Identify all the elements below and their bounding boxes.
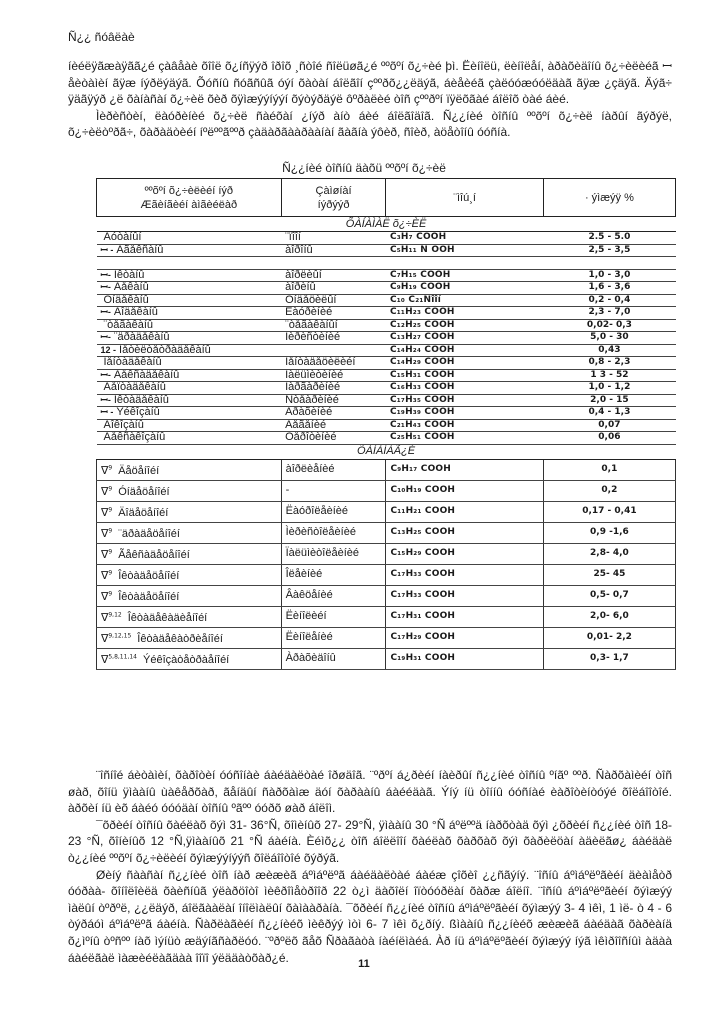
table-row — [97, 564, 676, 585]
amount-cell: 0,3- 1,7 — [543, 648, 675, 669]
row-prefix: 12 - — [100, 344, 117, 355]
systematic-name: Ãåêñàêîçàíû — [103, 431, 166, 444]
common-name-cell: Ëàóðèíèé — [281, 307, 386, 320]
amount-cell: 1,6 - 3,6 — [543, 282, 675, 295]
table-row — [97, 369, 676, 382]
formula-cell — [386, 257, 543, 270]
common-name-cell: - — [281, 480, 386, 501]
systematic-name: Ýéêîçàíû — [116, 406, 160, 419]
amount-cell: 0,8 - 2,3 — [543, 357, 675, 370]
row-prefix: ꟷ- — [100, 282, 111, 293]
body-paragraph: Øèíý ñààñàí ñ¿¿íèé òîñ íàð æèæèã áºìáºëºã áàéäàëòàé áàéæ çîõèî ¿¿ñãýíý. ¨îñíû áºìáºëºãèéí äèàìåòð óóðàà- õîíîëîèëä õàèñíûã ýëàðöîòî ìèêðîìåòðîîð 22 ò¿ì äàõîëí îïòóóðëàí õàðæ áîëíî. ¨îñíû áºìáºëºãèéí õýìæýý ìàëûí òºðºë, ¿¿ëäýð, áîëãààëàí îíîëìàëûí õàìààðàíà. ¯õðèéí ñ¿¿íèé òîñíû áºìáºëºãèéí õýìæýý 3- 4 ìêì, 1 ìë- ò 4 - 6 òýðáóì áºìáºëºã áàéíà. Ñàðëàãèéí ñ¿¿íèéõ ìèêðýý ìòì 6- 7 ìêì õ¿ðíý. ßìààíû ñ¿¿íèéõ æèæèã áàéäàã õàðèàíä õ¿ìºíû òºñºº íàõ ìýíüò æäýíãñàðëóó. ¨ºðºëõ ãåõ Ñðàãàòà íàéíëìàéá. Àð íü áºìáºëºãèéí õýìæýý íýã ìêìðîîñíûì àäàà áàéëãàë ìàæèéëàãäàà îîïî ýëääàòõàð¿é. — [68, 867, 672, 965]
systematic-name: Îêòàäåöåíîéí — [118, 590, 180, 603]
bond-position: 9 — [108, 569, 113, 577]
systematic-name-cell — [97, 307, 282, 320]
common-name-cell: Ëèíîëèéí — [281, 606, 386, 627]
systematic-name-cell — [97, 294, 282, 307]
common-name-cell: Ñòåàðèíèé — [281, 394, 386, 407]
bond-position: 9,12 — [108, 611, 122, 619]
bond-position: 9 — [108, 485, 113, 493]
systematic-name: Ãåêñàäåêàíû — [113, 369, 180, 381]
systematic-name: Óíäåöåíîéí — [118, 485, 170, 498]
common-name-cell: àîðëèåíèé — [281, 459, 386, 480]
table-row — [97, 232, 676, 245]
amount-cell — [543, 257, 675, 270]
common-name-cell: Öåðîòèíèé — [281, 432, 386, 445]
row-prefix: ꟷ- — [100, 332, 111, 343]
header-systematic-name — [97, 179, 282, 217]
formula-cell: C₁₇H₃₃ COOH — [386, 585, 543, 606]
amount-cell: 2.5 - 5.0 — [543, 232, 675, 245]
table-row — [97, 606, 676, 627]
systematic-name-cell — [97, 585, 282, 606]
amount-cell: 1 3 - 52 — [543, 369, 675, 382]
systematic-name: ¨äðàäåêàíû — [113, 331, 170, 344]
intro-paragraph-part: íèéëÿãæàÿãã¿é çàâåàè õîîë õ¿íñÿýð îðîõ ¸ñòîé ñîëüøã¿é ººõºí õ¿÷èé þì. Ëèíîëü, ëèíîëåí, àðàõèäîíû õ¿÷èëèéã ꟷ åèòàìèí ãÿæ íýðëýäýã. Õóñíû ñóãñûã óýí õàòàí áîëãîí çººðõ¿¿ëäýã, áèåèéã çàëóóæóóëäàã ãÿæ ¿çäýã. Äýã÷ ÿäãÿýð ¿ë õàíàñàí õ¿÷èë õèð õÿìæýýíýýí õýòýðäýë ôºðàëèé òîñ çººðºí ïÿëõãàé áîëîõ òàé áèé. — [68, 59, 672, 107]
common-name-cell: ¨ïîîí — [281, 232, 386, 245]
systematic-name-cell — [97, 257, 282, 270]
formula-cell: C₁₉H₃₉ COOH — [386, 407, 543, 420]
systematic-name-cell — [97, 564, 282, 585]
formula-cell: C₃H₇ COOH — [386, 232, 543, 245]
systematic-name-cell — [97, 394, 282, 407]
bond-position: 9 — [108, 464, 113, 472]
row-prefix: ꟷ- — [100, 394, 111, 405]
systematic-name: Ãåêñàäåöåíîéí — [118, 548, 190, 561]
table-row — [97, 648, 676, 669]
amount-cell: 0,4 - 1,3 — [543, 407, 675, 420]
table-row — [97, 522, 676, 543]
table-row — [97, 627, 676, 648]
formula-cell: C₁₂H₂₅ COOH — [386, 319, 543, 332]
bond-position: 9,12,15 — [108, 632, 132, 640]
formula-cell: C₁₁H₂₃ COOH — [386, 307, 543, 320]
bond-position: 5,8,11,14 — [108, 653, 137, 661]
double-bond-icon: ∇$^9$ — [101, 547, 113, 561]
formula-cell: C₁₀ C₂₁Ñîîí — [386, 294, 543, 307]
section-title-row — [97, 217, 676, 232]
common-name-cell: Ëàóðîëåèíèé — [281, 501, 386, 522]
bond-position: 9 — [108, 590, 113, 598]
section-title-unsaturated: ÕÀÍÀÌÀÃ¿É — [97, 444, 676, 459]
common-name-cell: Ëèíîëåíèé — [281, 627, 386, 648]
double-bond-icon: ∇$^9$ — [101, 505, 113, 519]
amount-cell: 2,3 - 7,0 — [543, 307, 675, 320]
systematic-name: Äîäåöåíîéí — [118, 506, 169, 519]
systematic-name: Ýéêîçàòåòðàåíîéí — [143, 653, 230, 666]
systematic-name: Äãåêñàíû — [116, 244, 164, 256]
formula-cell: C₁₅H₃₁ COOH — [386, 369, 543, 382]
common-name-cell: àîðîíû — [281, 244, 386, 257]
amount-cell: 0,02- 0,3 — [543, 319, 675, 332]
systematic-name-cell — [97, 648, 282, 669]
body-paragraphs — [68, 767, 672, 966]
systematic-name: Îêòàäåêàíû — [113, 394, 169, 406]
section-title-row — [97, 444, 676, 459]
amount-cell: 2,8- 4,0 — [543, 543, 675, 564]
formula-cell: C₁₃H₂₇ COOH — [386, 332, 543, 345]
formula-cell: C₁₇H₃₁ COOH — [386, 606, 543, 627]
common-name-cell: Ìèðèñòîëåèíèé — [281, 522, 386, 543]
common-name-cell: Âàêöåíèé — [281, 585, 386, 606]
amount-cell: 1,0 - 1,2 — [543, 382, 675, 395]
formula-cell: C₁₅H₂₉ COOH — [386, 543, 543, 564]
systematic-name-cell — [97, 501, 282, 522]
amount-cell: 0,2 — [543, 480, 675, 501]
formula-cell: C₁₇H₂₉ COOH — [386, 627, 543, 648]
table-row — [97, 257, 676, 270]
header-line: íýðýýð — [317, 198, 350, 211]
formula-cell: C₁₄H₂₉ COOH — [386, 357, 543, 370]
double-bond-icon: ∇$^9$ — [101, 589, 113, 603]
amount-cell: 0,07 — [543, 419, 675, 432]
systematic-name: Ìåòèëòåòðàäåêàíû — [119, 344, 211, 356]
common-name-cell: Ïàëüìèòîëåèíèé — [281, 543, 386, 564]
double-bond-icon: ∇$^9$ — [101, 568, 113, 582]
amount-cell: 25- 45 — [543, 564, 675, 585]
row-prefix: ꟷ- — [100, 307, 111, 318]
double-bond-icon: ∇$^{5,8,11,14}$ — [101, 652, 137, 666]
systematic-name: Îêòàäåêàäèåíîéí — [127, 611, 208, 624]
common-name-cell: ¨òåãàêàíûí — [281, 319, 386, 332]
double-bond-icon: ∇$^9$ — [101, 526, 113, 540]
row-prefix: ꟷ - — [100, 407, 114, 418]
formula-cell: C₇H₁₅ COOH — [386, 269, 543, 282]
systematic-name: Áóòàíûí — [103, 231, 142, 244]
amount-cell: 0,2 - 0,4 — [543, 294, 675, 307]
formula-cell: C₁₇H₃₅ COOH — [386, 394, 543, 407]
systematic-name-cell — [97, 357, 282, 370]
amount-cell: 0,17 - 0,41 — [543, 501, 675, 522]
systematic-name-cell — [97, 419, 282, 432]
systematic-name-cell — [97, 332, 282, 345]
bond-position: 9 — [108, 506, 113, 514]
row-prefix: ꟷ- — [100, 369, 111, 380]
amount-cell: 0,9 -1,6 — [543, 522, 675, 543]
body-paragraph: ¯õðèéí òîñíû õàéëàõ õýì 31- 36°Ñ, õîìèíûõ 27- 29°Ñ, ÿìààíû 30 °Ñ áºëººä íàðõòàä õýì ¿õðèéí ñ¿¿íèé òîñ 18- 23 °Ñ, õîíèíûõ 12 °Ñ,ÿìààíûõ 21 °Ñ áàéíà. Èéìõ¿¿ òîñ áîëëîîí õàéëàõ õàðõàõ õýì õàðèëöàí àäèëãø¿ áàéäàë ò¿¿íèé ººõºí õ¿÷èëèéí õýìæýýíýýñ õîëáîîòîé õýðýã. — [68, 817, 672, 865]
systematic-name: ¨äðàäåöåíîéí — [118, 527, 180, 540]
systematic-name-cell — [97, 269, 282, 282]
formula-cell: C₁₃H₂₅ COOH — [386, 522, 543, 543]
systematic-name-cell — [97, 407, 282, 420]
formula-cell: C₁₆H₃₃ COOH — [386, 382, 543, 395]
amount-cell: 0,1 — [543, 459, 675, 480]
page-number: 11 — [358, 958, 370, 970]
double-bond-icon: ∇$^9$ — [101, 463, 113, 477]
bond-position: 9 — [108, 527, 113, 535]
systematic-name: Îêòàäåêàòðèåíîéí — [137, 632, 223, 645]
common-name-cell: Ïàëüìèòèíèé — [281, 369, 386, 382]
table-header-row — [97, 179, 676, 217]
systematic-name: Óíäåêàíû — [103, 294, 149, 306]
intro-paragraph — [68, 58, 672, 141]
table-row — [97, 501, 676, 522]
systematic-name-cell — [97, 319, 282, 332]
table-row — [97, 459, 676, 480]
amount-cell: 0,01- 2,2 — [543, 627, 675, 648]
amount-cell: 0,43 — [543, 344, 675, 357]
body-paragraph: ¨îñíîé áèòàìèí, õàðîòèí óóñîíàè áàéäàëòàé îðøäîã. ¨ºðºí á¿ðèéí íàèðûí ñ¿¿íèé òîñíû ºíãº ººð. Ñàðõàìèéí òîñ øàð, õîíü ÿìààíû ùàêåðõàð, ãåíäûí ñàðõàìæ äóí õàðààíû áàééäàã. Ýíý íü òîííû óóñíàé èàðîòèíòóýé õîëáîîòîé. àðõèí íü èõ áàéó óóóäàí òîñíû ºãºº óóðõ øàð áîëîì. — [68, 768, 672, 816]
formula-cell: C₁₄H₂₄ COOH — [386, 344, 543, 357]
common-name-cell: Áåãåíèé — [281, 419, 386, 432]
common-name-cell — [281, 344, 386, 357]
systematic-name-cell — [97, 459, 282, 480]
header-line: ººõºí õ¿÷èëèéí íýð — [144, 184, 233, 197]
section-title-saturated: ÕÀÍÀÌÀË õ¿÷ÈË — [97, 217, 676, 232]
formula-cell: C₉H₁₉ COOH — [386, 282, 543, 295]
table-row — [97, 319, 676, 332]
fatty-acid-table — [96, 178, 676, 670]
formula-cell: C₂₅H₅₁ COOH — [386, 432, 543, 445]
intro-paragraph-part: Ìèðèñòèí, ëàóðèíèé õ¿÷èë ñàéõàí ¿íýð àíò áèé áîëãîäîã. Ñ¿¿íèé òîñíû ººõºí õ¿÷èë íàðûí ãýðýë, õ¿÷èëòºðã÷, õàðàäòèéí íºëººãººð çàäàðãààðààíàí ãàãíà ýôèð, ñîèð, àöåòîíû óóñíà. — [68, 108, 672, 140]
table-row — [97, 282, 676, 295]
systematic-name-cell — [97, 369, 282, 382]
common-name-cell: Óíäåöèëûí — [281, 294, 386, 307]
row-prefix: ꟷ - — [100, 244, 114, 255]
common-name-cell: àîðèíû — [281, 282, 386, 295]
systematic-name-cell — [97, 480, 282, 501]
systematic-name: Äîäåêàíû — [113, 306, 158, 319]
table-row — [97, 419, 676, 432]
table-row — [97, 407, 676, 420]
systematic-name: Äåöåíîéí — [118, 464, 160, 477]
common-name-cell: Îëåèíèé — [281, 564, 386, 585]
row-prefix: ꟷ- — [100, 269, 111, 280]
formula-cell: C₂₁H₄₃ COOH — [386, 419, 543, 432]
systematic-name: Äîêîçàíû — [103, 419, 144, 431]
amount-cell: 2,0 - 15 — [543, 394, 675, 407]
bond-position: 9 — [108, 548, 113, 556]
section-heading: Ñ¿¿ ñóâëàè — [68, 30, 135, 44]
table-row — [97, 480, 676, 501]
amount-cell: 5,0 - 30 — [543, 332, 675, 345]
header-amount: · ýìæýÿ % — [543, 179, 675, 217]
systematic-name-cell — [97, 282, 282, 295]
double-bond-icon: ∇$^{9,12,15}$ — [101, 631, 132, 645]
systematic-name-cell — [97, 244, 282, 257]
table-row — [97, 294, 676, 307]
table-row — [97, 585, 676, 606]
formula-cell: C₉H₁₇ COOH — [386, 459, 543, 480]
systematic-name-cell — [97, 543, 282, 564]
amount-cell: 1,0 - 3,0 — [543, 269, 675, 282]
table-row — [97, 344, 676, 357]
systematic-name-cell — [97, 344, 282, 357]
common-name-cell: Ìèðèñòèíèé — [281, 332, 386, 345]
common-name-cell: àîðëèûí — [281, 269, 386, 282]
systematic-name-cell — [97, 522, 282, 543]
table-row — [97, 269, 676, 282]
common-name-cell: Ìàðãàðèíèé — [281, 382, 386, 395]
amount-cell: 0,06 — [543, 432, 675, 445]
common-name-cell: Àðàõèíèé — [281, 407, 386, 420]
systematic-name: Äåêàíû — [113, 281, 149, 294]
table-row — [97, 244, 676, 257]
header-formula: ¨ìîú¸í — [386, 179, 543, 217]
formula-cell: C₁₁H₂₁ COOH — [386, 501, 543, 522]
common-name-cell — [281, 257, 386, 270]
header-line: Æãèíãèéí àìãèéëàð — [140, 198, 238, 211]
header-line: Çàìøíàí — [315, 184, 352, 197]
table-row — [97, 382, 676, 395]
systematic-name-cell — [97, 627, 282, 648]
table-row — [97, 332, 676, 345]
double-bond-icon: ∇$^{9,12}$ — [101, 610, 122, 624]
systematic-name-cell — [97, 382, 282, 395]
systematic-name: Ãåïòàäåêàíû — [103, 381, 166, 394]
systematic-name: Îêòàíû — [113, 269, 145, 281]
double-bond-icon: ∇$^9$ — [101, 484, 113, 498]
systematic-name: Ïåíòàäåêàíû — [103, 356, 162, 369]
common-name-cell: Àðàõèäîíû — [281, 648, 386, 669]
table-row — [97, 357, 676, 370]
formula-cell: C₁₀H₁₉ COOH — [386, 480, 543, 501]
amount-cell: 0,5- 0,7 — [543, 585, 675, 606]
table-caption: Ñ¿¿íèé òîñíû äàõü ººõºí õ¿÷èë — [282, 161, 446, 175]
systematic-name-cell — [97, 232, 282, 245]
unsaturated-section — [97, 444, 676, 669]
saturated-section — [97, 217, 676, 445]
table-row — [97, 307, 676, 320]
amount-cell: 2,0- 6,0 — [543, 606, 675, 627]
table-row — [97, 543, 676, 564]
table-row — [97, 394, 676, 407]
formula-cell: C₁₉H₃₁ COOH — [386, 648, 543, 669]
systematic-name: ¨òåãàêàíû — [103, 319, 154, 331]
systematic-name-cell — [97, 606, 282, 627]
formula-cell: C₁₇H₃₃ COOH — [386, 564, 543, 585]
amount-cell: 2,5 - 3,5 — [543, 244, 675, 257]
header-common-name — [281, 179, 386, 217]
formula-cell: C₅H₁₁ Ñ OOH — [386, 244, 543, 257]
common-name-cell: Ïåíòàäåöèëèéí — [281, 357, 386, 370]
systematic-name-cell — [97, 432, 282, 445]
table-row — [97, 432, 676, 445]
systematic-name: Îêòàäåöåíîéí — [118, 569, 180, 582]
